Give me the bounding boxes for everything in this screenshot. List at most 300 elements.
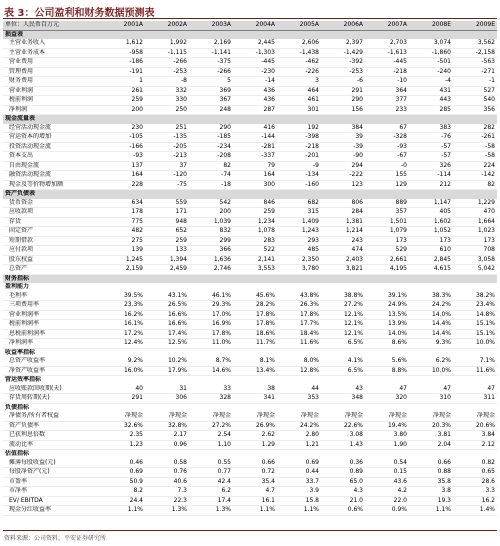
table-row [3, 366, 497, 376]
table-cell: 299 [189, 236, 233, 246]
table-cell: 155 [365, 171, 409, 181]
table-row [3, 180, 497, 190]
table-cell: 682 [277, 199, 321, 208]
subsection-header-row [3, 283, 497, 292]
table-cell: 330 [145, 96, 189, 106]
table-cell: 1,214 [321, 227, 365, 237]
table-cell: 1,229 [453, 199, 497, 208]
table-cell: -462 [277, 58, 321, 68]
table-cell: 610 [409, 246, 453, 256]
row-label: 固定资产 [3, 227, 101, 237]
table-cell: 4.7 [233, 487, 277, 497]
row-label: 总资产 [3, 265, 101, 275]
table-cell: 164 [233, 171, 277, 181]
table-cell: -328 [365, 133, 409, 143]
table-cell: 14.8% [453, 310, 497, 320]
table-cell [277, 376, 321, 385]
table-cell: 20.3% [409, 421, 453, 431]
year-header: 2005A [277, 21, 321, 30]
table-cell: 净现金 [277, 412, 321, 421]
table-cell: 2.35 [101, 431, 145, 441]
table-cell: -75 [145, 180, 189, 190]
row-label: 市净率 [3, 487, 101, 497]
table-cell: 16.6% [145, 310, 189, 320]
table-cell [453, 376, 497, 385]
table-cell: 12.1% [321, 310, 365, 320]
table-cell: 1.1% [277, 506, 321, 516]
table-row [3, 67, 497, 77]
table-cell: -105 [101, 133, 145, 143]
table-row [3, 329, 497, 339]
table-row [3, 412, 497, 421]
table-row [3, 48, 497, 58]
section-label: 负债指标 [5, 403, 30, 411]
row-label: 应收账款回收期(天) [3, 385, 101, 394]
table-cell: 540 [453, 96, 497, 106]
table-cell: 0.77 [189, 468, 233, 478]
table-cell: -134 [277, 171, 321, 181]
row-label: 主营业务收入 [3, 39, 101, 48]
table-cell: 293 [277, 236, 321, 246]
table-cell: -114 [409, 171, 453, 181]
table-row [3, 310, 497, 320]
table-cell [365, 115, 409, 124]
table-cell: -266 [145, 58, 189, 68]
table-row [3, 320, 497, 330]
table-row [3, 86, 497, 96]
row-label: 已获利息倍数 [3, 431, 101, 441]
table-cell: -90 [321, 152, 365, 162]
table-cell: 366 [189, 246, 233, 256]
table-cell: 26.5% [145, 301, 189, 311]
table-cell: 17.4 [189, 496, 233, 506]
table-cell: 8.6% [365, 339, 409, 349]
table-cell: -218 [365, 67, 409, 77]
section-header-row [3, 30, 497, 39]
row-label: 股东权益 [3, 255, 101, 265]
table-cell: 33.7 [277, 477, 321, 487]
table-cell [365, 283, 409, 292]
table-cell: 294 [321, 161, 365, 171]
table-row [3, 236, 497, 246]
table-cell [101, 403, 145, 412]
table-row [3, 208, 497, 218]
table-cell [277, 115, 321, 124]
table-row [3, 477, 497, 487]
table-row [3, 265, 497, 275]
table-cell: 2.80 [277, 431, 321, 441]
table-cell: -93 [101, 152, 145, 162]
row-label: 经营活动现金流 [3, 124, 101, 133]
table-cell [321, 348, 365, 357]
table-cell: 1,039 [189, 217, 233, 227]
table-cell: 123 [321, 180, 365, 190]
table-cell: 328 [189, 394, 233, 404]
table-cell: 559 [145, 199, 189, 208]
table-cell: 3.9 [277, 487, 321, 497]
table-cell: -2,158 [453, 48, 497, 58]
table-cell [233, 283, 277, 292]
table-cell: -337 [233, 152, 277, 162]
table-cell: 320 [365, 394, 409, 404]
section-label: 现金流量表 [3, 115, 101, 124]
table-cell: -1,613 [365, 48, 409, 58]
header-row [3, 21, 497, 30]
table-cell [189, 450, 233, 459]
table-cell: 806 [321, 199, 365, 208]
table-cell: 3.80 [365, 431, 409, 441]
table-cell: 8.2 [101, 487, 145, 497]
table-cell: 8.7% [189, 357, 233, 366]
table-cell [145, 115, 189, 124]
table-cell: -76 [409, 133, 453, 143]
table-cell: 3,821 [321, 265, 365, 275]
table-cell: 20.6% [453, 421, 497, 431]
table-cell: 291 [101, 394, 145, 404]
table-cell: 0.46 [101, 459, 145, 468]
table-cell: 846 [233, 199, 277, 208]
table-cell: 6.2 [189, 487, 233, 497]
table-cell [277, 348, 321, 357]
table-cell: 290 [189, 124, 233, 133]
table-cell: 1.43 [321, 440, 365, 450]
table-cell: 42.4 [189, 477, 233, 487]
table-cell: 522 [233, 246, 277, 256]
table-cell: 1,612 [101, 39, 145, 48]
row-label: 货币资金 [3, 199, 101, 208]
table-cell: 173 [453, 236, 497, 246]
table-cell [189, 376, 233, 385]
table-cell: 3.3 [453, 487, 497, 497]
table-cell [189, 115, 233, 124]
table-cell: 129 [365, 180, 409, 190]
table-row [3, 487, 497, 497]
table-cell: 3.08 [321, 431, 365, 441]
table-cell: 82 [453, 180, 497, 190]
table-cell: 79 [233, 161, 277, 171]
table-cell [321, 376, 365, 385]
table-cell: 21.0 [321, 496, 365, 506]
table-cell: -0 [365, 161, 409, 171]
table-cell: -57 [409, 152, 453, 162]
table-cell: 2,141 [233, 255, 277, 265]
table-cell [145, 274, 189, 283]
table-cell: 2,703 [365, 39, 409, 48]
row-label: 净资产收益率 [3, 366, 101, 376]
table-cell: 26.9% [233, 421, 277, 431]
table-cell: -6 [321, 77, 365, 87]
table-cell: 1,636 [189, 255, 233, 265]
table-cell: 250 [145, 105, 189, 115]
table-cell [277, 403, 321, 412]
table-cell: 35.8 [409, 477, 453, 487]
table-cell [189, 274, 233, 283]
table-cell: -8 [145, 77, 189, 87]
table-cell: 18.6% [233, 329, 277, 339]
table-cell: -186 [101, 58, 145, 68]
table-cell [409, 190, 453, 199]
table-cell: 14.6% [189, 366, 233, 376]
table-row [3, 199, 497, 208]
row-label: 自由现金流 [3, 161, 101, 171]
row-label: 总资产收益率 [3, 357, 101, 366]
table-row [3, 39, 497, 48]
table-cell: 24.2% [277, 421, 321, 431]
section-header-row [3, 115, 497, 124]
table-cell: 0.15 [365, 468, 409, 478]
table-cell [365, 190, 409, 199]
table-cell: 22.0 [365, 496, 409, 506]
table-cell: 243 [321, 236, 365, 246]
table-cell [145, 348, 189, 357]
table-cell: -74 [189, 171, 233, 181]
table-row [3, 301, 497, 311]
table-cell: 2,445 [233, 39, 277, 48]
table-cell: 369 [189, 86, 233, 96]
table-cell: 2,397 [321, 39, 365, 48]
row-label: 市盈率 [3, 477, 101, 487]
table-cell: 1,079 [365, 227, 409, 237]
table-cell: 22.3 [145, 496, 189, 506]
table-cell: 1,052 [409, 227, 453, 237]
table-cell [101, 115, 145, 124]
table-cell: 8.1% [233, 357, 277, 366]
table-cell: 0.55 [189, 459, 233, 468]
table-cell: 282 [453, 124, 497, 133]
table-cell: 0.69 [101, 468, 145, 478]
row-label: 现金及等价物增加额 [3, 180, 101, 190]
table-cell: 1.10 [189, 440, 233, 450]
table-cell: 6.5% [321, 339, 365, 349]
table-cell: 5 [189, 77, 233, 87]
table-cell: 10.0% [453, 339, 497, 349]
table-cell [189, 348, 233, 357]
row-label: 净债务/所有者权益 [3, 412, 101, 421]
table-cell: 0.44 [277, 468, 321, 478]
table-cell: 32.8% [145, 421, 189, 431]
row-label: 投资活动现金流 [3, 142, 101, 152]
table-cell: 17.8% [233, 310, 277, 320]
table-cell: 2,169 [189, 39, 233, 48]
table-cell: 47 [453, 385, 497, 394]
table-cell: 3.81 [409, 431, 453, 441]
table-cell: 1,234 [233, 217, 277, 227]
table-cell: 5,042 [453, 265, 497, 275]
table-cell: 净现金 [453, 412, 497, 421]
financial-table-body [3, 21, 497, 515]
table-cell [233, 115, 277, 124]
year-header: 2008E [409, 21, 453, 30]
table-cell [409, 274, 453, 283]
table-cell [233, 348, 277, 357]
table-cell: 1.4% [453, 506, 497, 516]
table-cell: 470 [453, 208, 497, 218]
table-row [3, 468, 497, 478]
table-cell: 348 [321, 394, 365, 404]
table-cell [365, 30, 409, 39]
table-cell: 1,602 [409, 217, 453, 227]
table-cell: -160 [277, 180, 321, 190]
table-cell: 43.6 [365, 477, 409, 487]
section-label: 损益表 [3, 30, 101, 39]
table-row [3, 124, 497, 133]
table-cell: 1.21 [277, 440, 321, 450]
table-cell: 283 [233, 236, 277, 246]
table-cell: 33 [189, 385, 233, 394]
table-row [3, 431, 497, 441]
row-label: 资本支出 [3, 152, 101, 162]
year-header: 2002A [145, 21, 189, 30]
table-cell: 1,394 [145, 255, 189, 265]
table-cell: 0.96 [145, 440, 189, 450]
table-cell: 287 [233, 105, 277, 115]
table-cell [409, 115, 453, 124]
table-cell: 261 [101, 86, 145, 96]
table-cell: 0.69 [277, 459, 321, 468]
table-cell: 13.4% [233, 366, 277, 376]
table-cell: 16.2% [101, 310, 145, 320]
year-header: 2003A [189, 21, 233, 30]
table-cell: -58 [453, 152, 497, 162]
subsection-header-row [3, 450, 497, 459]
table-cell [453, 283, 497, 292]
table-cell [277, 450, 321, 459]
table-cell [233, 274, 277, 283]
table-cell: 5.6% [365, 357, 409, 366]
table-cell: 461 [277, 96, 321, 106]
section-label: 财务指标 [3, 274, 101, 283]
table-cell: 0.82 [453, 459, 497, 468]
table-cell [321, 450, 365, 459]
table-cell [453, 115, 497, 124]
table-cell [365, 403, 409, 412]
row-label: 主营业务成本 [3, 48, 101, 58]
table-cell: 1.29 [233, 440, 277, 450]
table-cell: -218 [277, 142, 321, 152]
table-cell: 13.5% [365, 310, 409, 320]
year-header: 2004A [233, 21, 277, 30]
table-cell: -205 [145, 142, 189, 152]
table-cell: -14 [233, 77, 277, 87]
table-cell [321, 30, 365, 39]
table-cell [453, 450, 497, 459]
table-cell: 16.1 [233, 496, 277, 506]
table-cell [321, 403, 365, 412]
row-label: 税前利润率 [3, 320, 101, 330]
table-cell: 6.5% [321, 366, 365, 376]
table-cell: 22.6% [321, 421, 365, 431]
table-cell: 17.0% [189, 310, 233, 320]
table-cell: 464 [277, 86, 321, 96]
section-label: 估值指标 [5, 450, 30, 457]
table-cell [453, 30, 497, 39]
table-cell: 10.2% [145, 357, 189, 366]
row-label: 现金分红收益率 [3, 506, 101, 516]
table-cell [145, 450, 189, 459]
table-cell: 46.1% [189, 292, 233, 301]
table-cell: 44 [277, 385, 321, 394]
table-cell: 17.8% [277, 310, 321, 320]
footer-rule [3, 530, 497, 531]
table-cell: -240 [409, 67, 453, 77]
table-cell: 1,501 [365, 217, 409, 227]
table-row [3, 161, 497, 171]
table-row [3, 421, 497, 431]
table-cell: 7.3 [145, 487, 189, 497]
table-cell [453, 403, 497, 412]
table-cell: 948 [145, 217, 189, 227]
row-label: 存货周转期(天) [3, 394, 101, 404]
table-cell: 2,746 [189, 265, 233, 275]
table-cell: 291 [321, 86, 365, 96]
table-cell: 净现金 [189, 412, 233, 421]
table-cell: 356 [453, 105, 497, 115]
table-cell: 16.9% [189, 320, 233, 330]
table-cell: 38.8% [321, 292, 365, 301]
table-row [3, 506, 497, 516]
table-cell: -166 [101, 142, 145, 152]
row-label: 财务费用 [3, 77, 101, 87]
table-cell: 0.89 [321, 468, 365, 478]
row-label: 管理费用 [3, 67, 101, 77]
table-cell: -445 [365, 58, 409, 68]
subsection-header-row [3, 348, 497, 357]
table-cell: 2,350 [277, 255, 321, 265]
table-cell: 11.0% [189, 339, 233, 349]
table-cell: 0.65 [453, 468, 497, 478]
table-cell [189, 283, 233, 292]
table-cell: 2.04 [409, 440, 453, 450]
table-cell: 0.6% [321, 506, 365, 516]
table-cell: 233 [365, 105, 409, 115]
table-cell [321, 115, 365, 124]
table-cell [365, 376, 409, 385]
table-cell: 248 [189, 105, 233, 115]
table-cell [233, 450, 277, 459]
table-cell: 26.3% [277, 301, 321, 311]
table-cell: 12.4% [101, 339, 145, 349]
table-cell: 4.2 [365, 487, 409, 497]
table-cell: 290 [321, 96, 365, 106]
table-row [3, 171, 497, 181]
table-cell: 24.4 [101, 496, 145, 506]
table-cell [277, 274, 321, 283]
table-cell: 173 [409, 236, 453, 246]
table-row [3, 152, 497, 162]
table-cell [101, 283, 145, 292]
table-cell [321, 190, 365, 199]
table-cell: -57 [409, 142, 453, 152]
table-cell: -253 [145, 67, 189, 77]
subsection-header-row [3, 376, 497, 385]
table-cell: 6.2% [409, 357, 453, 366]
table-cell: 1,078 [233, 227, 277, 237]
year-header: 2009E [453, 21, 497, 30]
table-cell: 171 [145, 208, 189, 218]
table-cell: 47 [409, 385, 453, 394]
table-cell: 275 [101, 236, 145, 246]
table-row [3, 133, 497, 143]
table-row [3, 255, 497, 265]
table-cell: 315 [277, 208, 321, 218]
table-cell: 43.8% [277, 292, 321, 301]
table-cell: 200 [189, 208, 233, 218]
table-cell: 482 [101, 227, 145, 237]
table-cell: 24.2% [409, 301, 453, 311]
table-cell: 1,243 [277, 227, 321, 237]
table-cell: 3,562 [453, 39, 497, 48]
row-label: 营业利润率 [3, 310, 101, 320]
